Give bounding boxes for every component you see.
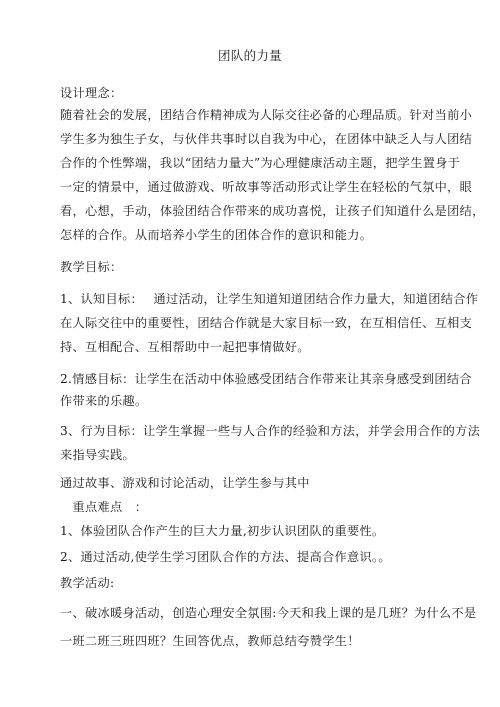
- text-line: 来指导实践。: [60, 448, 135, 462]
- text-line: 学生多为独生子女，与伙伴共事时以自我为中心，在团体中缺乏人与人团结: [60, 132, 473, 146]
- text-line: 一班二班三班四班？生回答优点，教师总结夸赞学生！: [60, 634, 360, 648]
- text-line: 3、行为目标：让学生掌握一些与人合作的经验和方法，并学会用合作的方法: [60, 424, 481, 438]
- text-line: 2、通过活动,使学生学习团队合作的方法、提高合作意识。。: [60, 550, 391, 564]
- text-line: 怎样的合作。从而培养小学生的团体合作的意识和能力。: [60, 228, 373, 242]
- text-line: 随着社会的发展，团结合作精神成为人际交往必备的心理品质。针对当前小: [60, 108, 473, 122]
- text-line: 通过故事、游戏和讨论活动，让学生参与其中: [60, 476, 310, 490]
- text-line: 作带来的乐趣。: [60, 394, 148, 408]
- text-line: 持、互相配合、互相帮助中一起把事情做好。: [60, 340, 310, 354]
- document-title: 团队的力量: [217, 48, 282, 63]
- text-line: 一、破冰暖身活动，创造心理安全氛围:今天和我上课的是几班？为什么不是: [60, 606, 477, 620]
- text-line: 在人际交往中的重要性，团结合作就是大家目标一致，在互相信任、互相支: [60, 316, 473, 330]
- text-line: 看，心想，手动，体验团结合作带来的成功喜悦，让孩子们知道什么是团结，: [60, 204, 485, 218]
- section-heading: 重点难点 ：: [60, 500, 148, 514]
- text-line: 1、体验团队合作产生的巨大力量,初步认识团队的重要性。: [60, 524, 385, 538]
- text-line: 设计理念：: [60, 86, 123, 100]
- text-line: 1、认知目标： 通过活动，让学生知道知道团结合作力量大，知道团结合作: [60, 292, 479, 306]
- section-heading: 教学活动:: [60, 576, 115, 590]
- text-line: 一定的情景中，通过做游戏、听故事等活动形式让学生在轻松的气氛中，眼: [60, 180, 473, 194]
- text-line: 合作的个性弊端，我以“团结力量大”为心理健康活动主题，把学生置身于: [60, 156, 461, 170]
- text-line: 2.情感目标：让学生在活动中体验感受团结合作带来让其亲身感受到团结合: [60, 372, 472, 386]
- section-heading: 教学目标：: [60, 260, 123, 274]
